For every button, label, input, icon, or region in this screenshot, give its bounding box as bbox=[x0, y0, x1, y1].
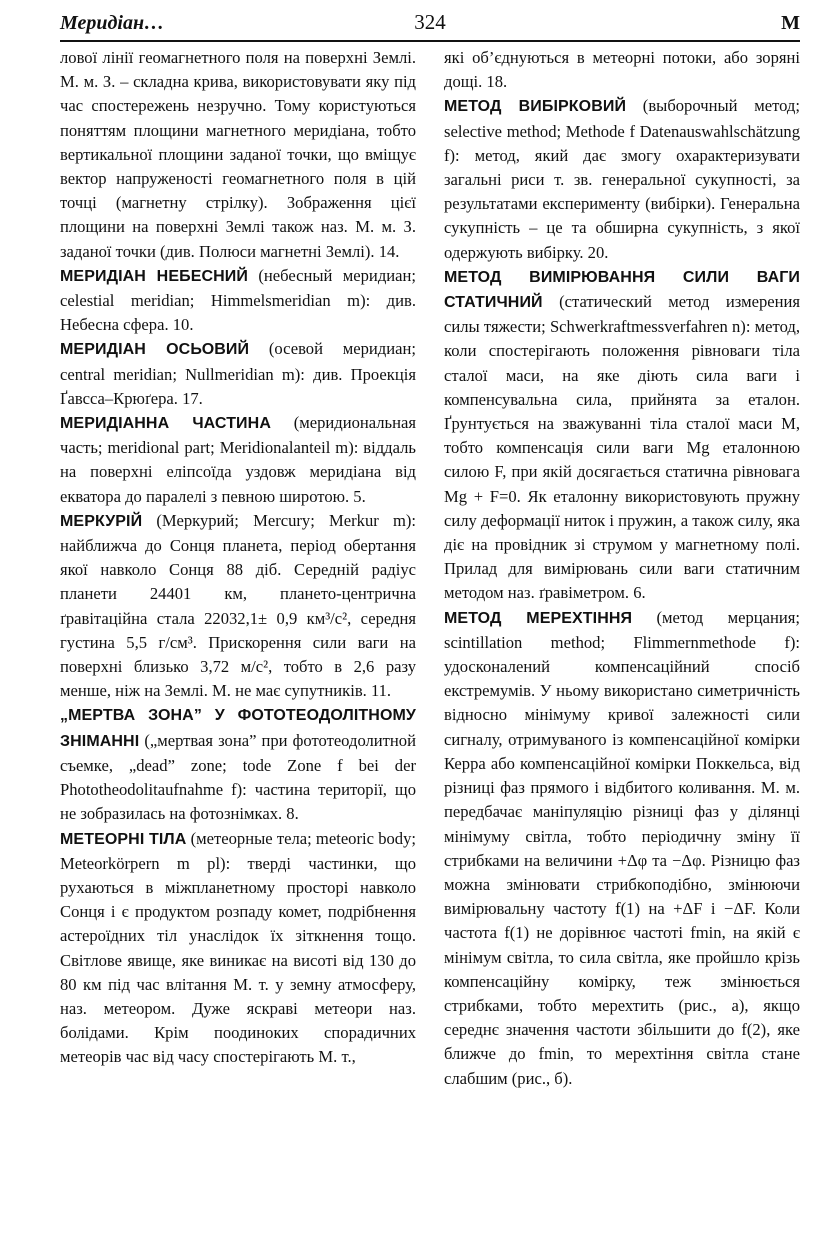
entry-body: (меридиональная часть; meridional part; Meridionalanteil m): віддаль на поверхні еліпсоïда уздовж меридіана від екватора до паралелі з певною широтою. 5. bbox=[60, 413, 416, 506]
dictionary-entry bbox=[60, 337, 416, 411]
header-rule bbox=[60, 40, 800, 42]
dictionary-entry bbox=[60, 509, 416, 704]
entry-headword: МЕТЕОРНІ ТІЛА bbox=[60, 830, 187, 848]
entry-headword: МЕТОД ВИМІРЮВАННЯ СИЛИ ВАГИ СТАТИЧНИЙ bbox=[444, 268, 800, 312]
page-number: 324 bbox=[414, 10, 446, 34]
right-column bbox=[444, 46, 800, 1091]
dictionary-entry bbox=[60, 411, 416, 509]
entry-body: (метеорные тела; meteoric body; Meteorkörpern m pl): тверді частинки, що рухаються в міжпланетному просторі навколо Сонця і є продуктом розпаду комет, подрібнення астероïдних тіл унаслідок ïх зіткнення тощо. Світлове явище, яке виникає на висоті від 130 до 80 км під час влітання М. т. у земну атмосферу, наз. метеором. Дуже яскраві метеори наз. болідами. Крім поодиноких спорадичних метеорів час від часу спостерігають М. т., bbox=[60, 828, 416, 1067]
dictionary-entry bbox=[60, 264, 416, 338]
entry-headword: „МЕРТВА ЗОНА” У ФОТОТЕОДОЛІТНОМУ ЗНІМАННІ bbox=[60, 707, 416, 750]
entry-headword: МЕРИДІАН НЕБЕСНИЙ bbox=[60, 267, 248, 285]
page-header bbox=[60, 8, 800, 38]
entry-headword: МЕРИДІАН ОСЬОВИЙ bbox=[60, 341, 250, 359]
dictionary-entry bbox=[444, 265, 800, 606]
running-head: Меридіан… bbox=[60, 12, 165, 34]
dictionary-entry bbox=[60, 703, 416, 826]
entry-body: (осевой меридиан; central meridian; Nullmeridian m): див. Проекція Ґавсса–Крюґера. 17. bbox=[60, 339, 416, 408]
entry-body: (небесный меридиан; celestial meridian; Himmelsmeridian m): див. Небесна сфера. 10. bbox=[60, 265, 416, 335]
entry-body: (Меркурий; Mercury; Merkur m): найближча до Сонця планета, період обертання якоï навколо Сонця 88 діб. Середній радіус планети 24401 км, плането-центрична ґравітаційна стала 22032,1± 0,9 км³/с², середня густина 5,5 г/см³. Прискорення сили ваги на поверхні близько 3,72 м/с², тобто в 2,6 разу менше, ніж на Землі. М. не має супутників. 11. bbox=[60, 510, 416, 701]
entry-body: (выборочный метод; selective method; Methode f Datenauswahlschätzung f): метод, який дає змогу охарактеризувати загальні риси т. зв. генеральноï сукупності, за результатами експерименту (вибірки). Генеральна сукупність – це та обширна сукупність, з якоï одержують вибірку. 20. bbox=[444, 96, 800, 262]
entry-continuation: які об’єднуються в метеорні потоки, або зоряні дощі. 18. bbox=[444, 48, 800, 92]
entry-headword: МЕТОД ВИБІРКОВИЙ bbox=[444, 98, 627, 116]
entry-body: (статический метод измерения силы тяжести; Schwerkraftmessverfahren n): метод, коли спостерігають положення рівноваги тіла сталоï маси, на яке діють сила ваги і компенсувальна сила, прийнята за еталон. Ґрунтується на зважуванні тіла сталоï маси M, тобто компенсація сили ваги Mg еталонною силою F, при якій досягається статична рівновага Mg + F=0. Як еталонну використовують пружну силу деформаціï ниток і пружин, а також силу, яка діє на провідник зі струмом у магнетному полі. Прилад для вимірювань сили ваги статичним методом наз. ґравіметром. 6. bbox=[444, 292, 801, 603]
entry-continuation: ловоï лініï геомагнетного поля на поверхні Землі. М. м. З. – складна крива, використовувати яку під час спостережень незручно. Тому користуються поняттям площини магнетного меридіана, тобто вертикальноï площини заданоï точки, що вміщує вектор напруженості геомагнетного поля в цій точці (магнетну стрілку). Зображення цієï площини на поверхні Землі також наз. М. м. З. заданоï точки (див. Полюси магнетні Землі). 14. bbox=[60, 48, 416, 261]
dictionary-entry bbox=[444, 606, 800, 1091]
section-letter: М bbox=[781, 12, 800, 34]
dictionary-entry bbox=[60, 827, 416, 1070]
entry-headword: МЕРИДІАННА ЧАСТИНА bbox=[60, 415, 271, 433]
left-column bbox=[60, 46, 416, 1070]
entry-headword: МЕРКУРІЙ bbox=[60, 512, 143, 530]
entry-body: (метод мерцания; scintillation method; Flimmernmethode f): удосконалений компенсаційний спосіб екстремумів. У ньому використано симетричність відносно мінімуму кривоï залежності сили сигналу, отримуваного із компенсаційноï комірки Керра або компенсаційноï комірки Поккельса, від різниці фаз прямого і відбитого коливання. М. м. передбачає маніпуляцію різниці фаз у ділянці мінімуму світла, тобто періодичну зміну ïï стрибками на величини +Δφ та −Δφ. Різницю фаз можна змінювати стрибкоподібно, змінюючи вимірювальну частоту f(1) на +ΔF і −ΔF. Коли частота f(1) не дорівнює частоті fmin, на якій є мінімум світла, то сила світла, яке пройшло крізь компенсаційну комірку, теж змінюється стрибками, тобто мерехтить (рис., а), якщо середнє значення частоти збільшити до f(2), яке ближче до fmin, то мерехтіння світла стане слабшим (рис., б). bbox=[444, 607, 800, 1088]
dictionary-entry bbox=[444, 94, 800, 264]
entry-body: („мертвая зона” при фототеодолитной съемке, „dead” zone; tode Zone f bei der Phototheodolitaufnahme f): частина території, що не зобразилась на фотознімках. 8. bbox=[60, 730, 416, 824]
entry-headword: МЕТОД МЕРЕХТІННЯ bbox=[444, 609, 633, 627]
